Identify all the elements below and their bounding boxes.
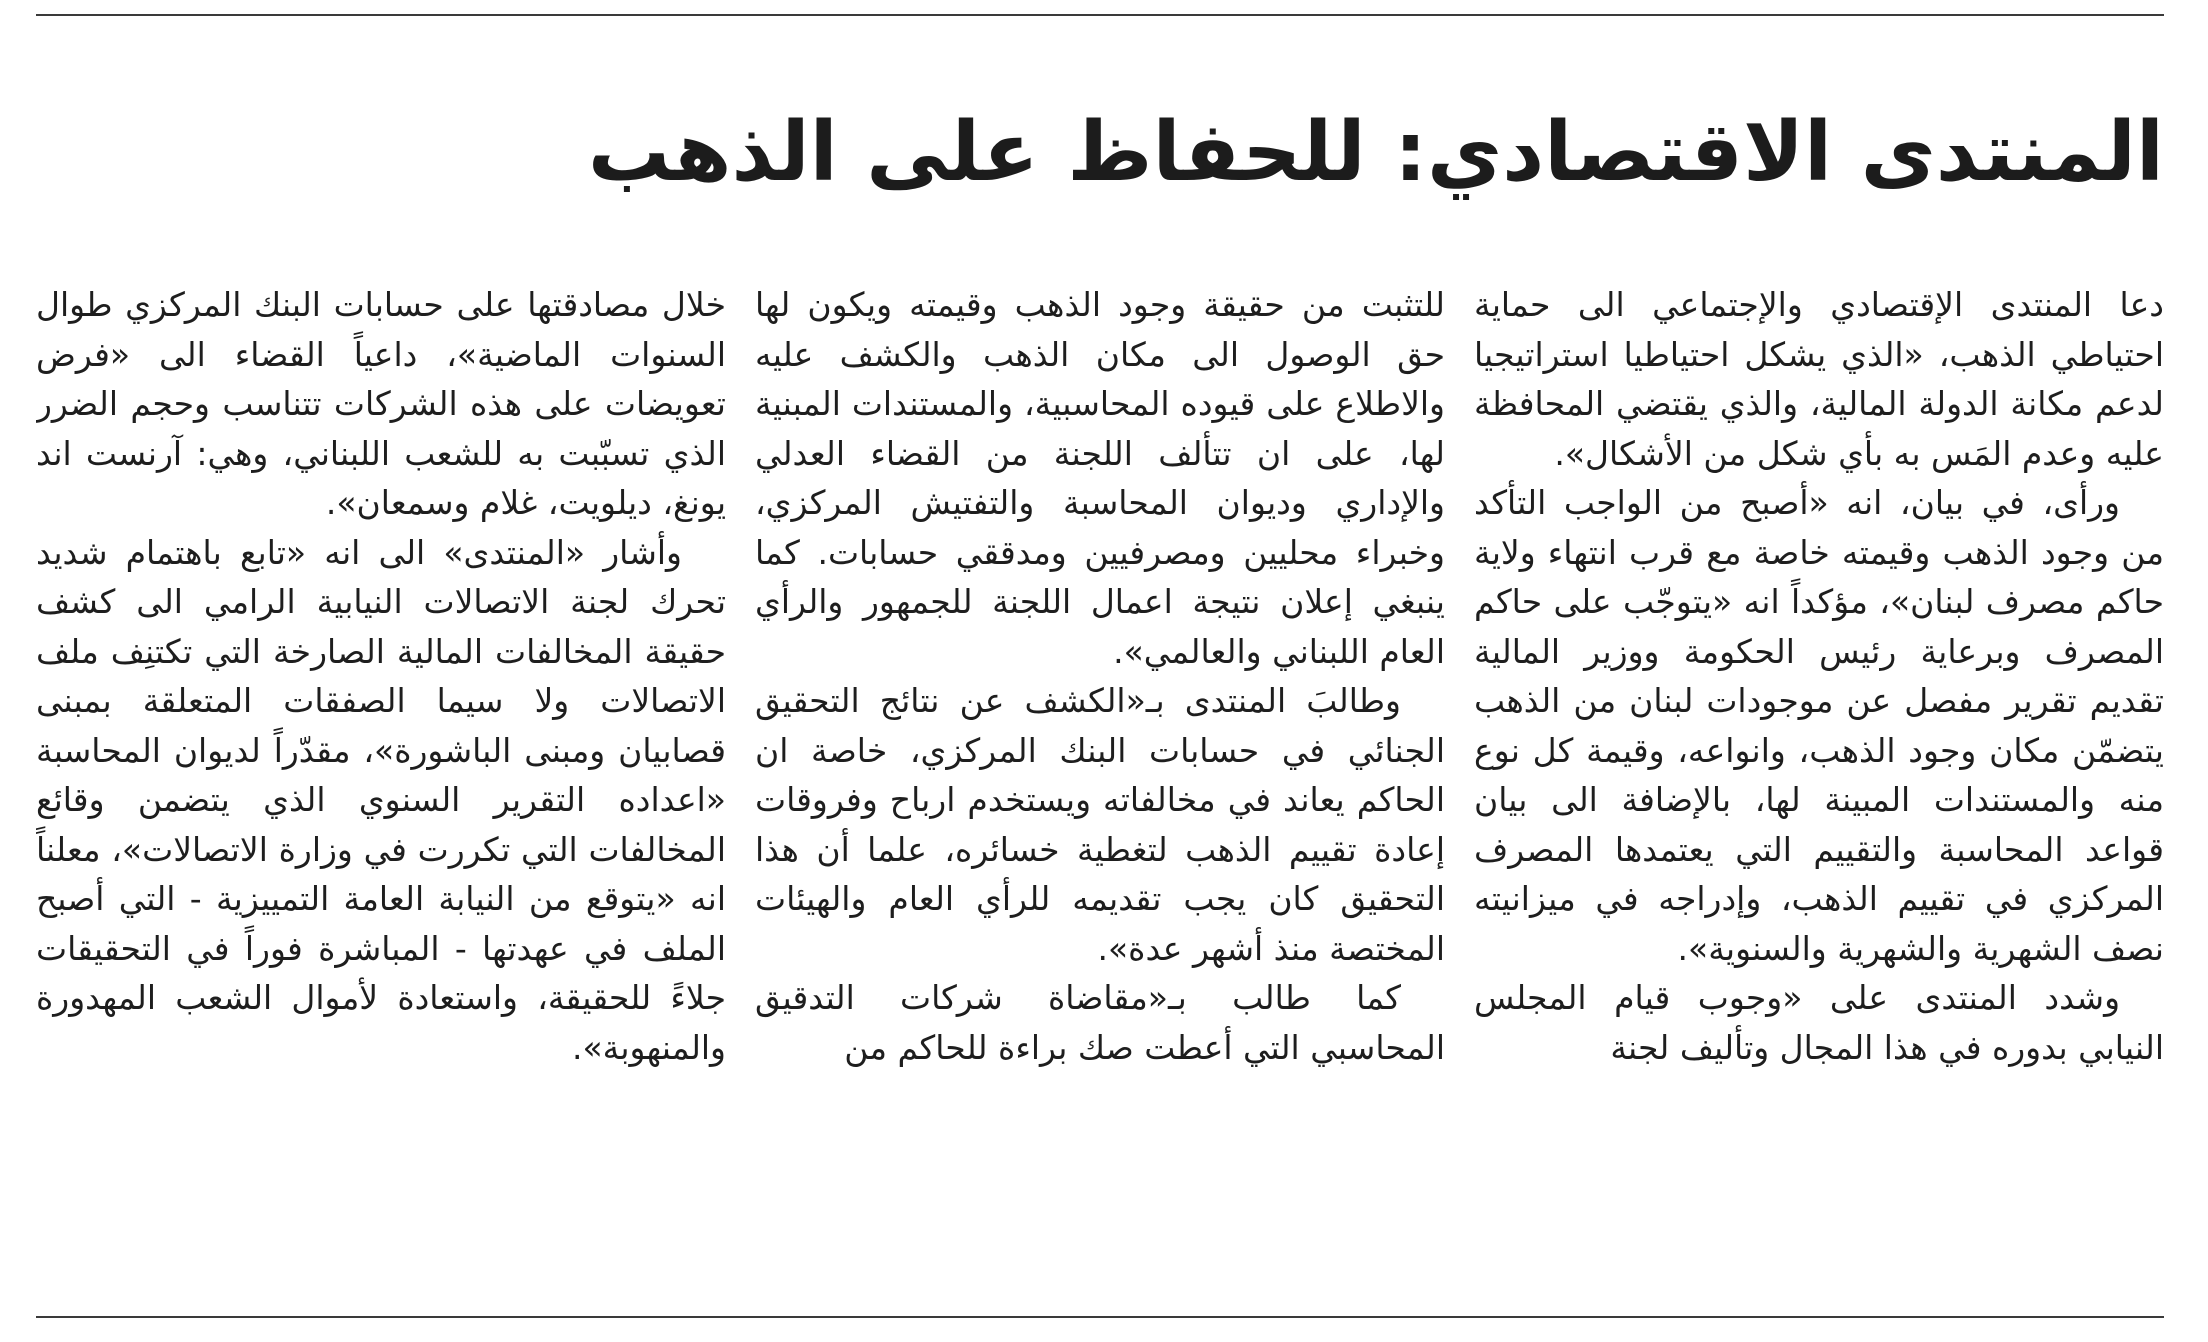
paragraph: كما طالب بـ«مقاضاة شركات التدقيق المحاسبي التي أعطت صك براءة للحاكم من (755, 978, 1445, 1067)
article-body (36, 280, 2164, 1240)
paragraph: وشدد المنتدى على «وجوب قيام المجلس النيابي بدوره في هذا المجال وتأليف لجنة (1474, 978, 2164, 1067)
paragraph: خلال مصادقتها على حسابات البنك المركزي طوال السنوات الماضية»، داعياً القضاء الى «فرض تعويضات على هذه الشركات تتناسب وحجم الضرر الذي تسبّبت به للشعب اللبناني، وهي: آرنست اند يونغ، ديلويت، غلام وسمعان». (36, 285, 726, 522)
paragraph: للتثبت من حقيقة وجود الذهب وقيمته ويكون لها حق الوصول الى مكان الذهب والكشف عليه والاطلاع على قيوده المحاسبية، والمستندات المبنية لها، على ان تتألف اللجنة من القضاء العدلي والإداري وديوان المحاسبة والتفتيش المركزي، وخبراء محليين ومصرفيين ومدققي حسابات. كما ينبغي إعلان نتيجة اعمال اللجنة للجمهور والرأي العام اللبناني والعالمي». (755, 285, 1445, 671)
article-column-1 (1474, 280, 2164, 1240)
paragraph: دعا المنتدى الإقتصادي والإجتماعي الى حماية احتياطي الذهب، «الذي يشكل احتياطيا استراتيجيا لدعم مكانة الدولة المالية، والذي يقتضي المحافظة عليه وعدم المَس به بأي شكل من الأشكال». (1474, 285, 2164, 473)
paragraph: وأشار «المنتدى» الى انه «تابع باهتمام شديد تحرك لجنة الاتصالات النيابية الرامي الى كشف حقيقة المخالفات المالية الصارخة التي تكتنِف ملف الاتصالات ولا سيما الصفقات المتعلقة بمبنى قصابيان ومبنى الباشورة»، مقدّراً لديوان المحاسبة «اعداده التقرير السنوي الذي يتضمن وقائع المخالفات التي تكررت في وزارة الاتصالات»، معلناً انه «يتوقع من النيابة العامة التمييزية - التي أصبح الملف في عهدتها - المباشرة فوراً في التحقيقات جلاءً للحقيقة، واستعادة لأموال الشعب المهدورة والمنهوبة». (36, 532, 726, 1067)
paragraph: وطالبَ المنتدى بـ«الكشف عن نتائج التحقيق الجنائي في حسابات البنك المركزي، خاصة ان الحاكم يعاند في مخالفاته ويستخدم ارباح وفروقات إعادة تقييم الذهب لتغطية خسائره، علما أن هذا التحقيق كان يجب تقديمه للرأي العام والهيئات المختصة منذ أشهر عدة». (755, 681, 1445, 968)
top-rule (36, 14, 2164, 16)
paragraph: ورأى، في بيان، انه «أصبح من الواجب التأكد من وجود الذهب وقيمته خاصة مع قرب انتهاء ولاية حاكم مصرف لبنان»، مؤكداً انه «يتوجّب على حاكم المصرف وبرعاية رئيس الحكومة ووزير المالية تقديم تقرير مفصل عن موجودات لبنان من الذهب يتضمّن مكان وجود الذهب، وانواعه، وقيمة كل نوع منه والمستندات المبينة لها، بالإضافة الى بيان قواعد المحاسبة والتقييم التي يعتمدها المصرف المركزي في تقييم الذهب، وإدراجه في ميزانيته نصف الشهرية والشهرية والسنوية». (1474, 483, 2164, 968)
article-column-3 (36, 280, 726, 1240)
bottom-rule (36, 1316, 2164, 1318)
headline: المنتدى الاقتصادي: للحفاظ على الذهب (587, 104, 2164, 200)
article-column-2 (755, 280, 1445, 1240)
